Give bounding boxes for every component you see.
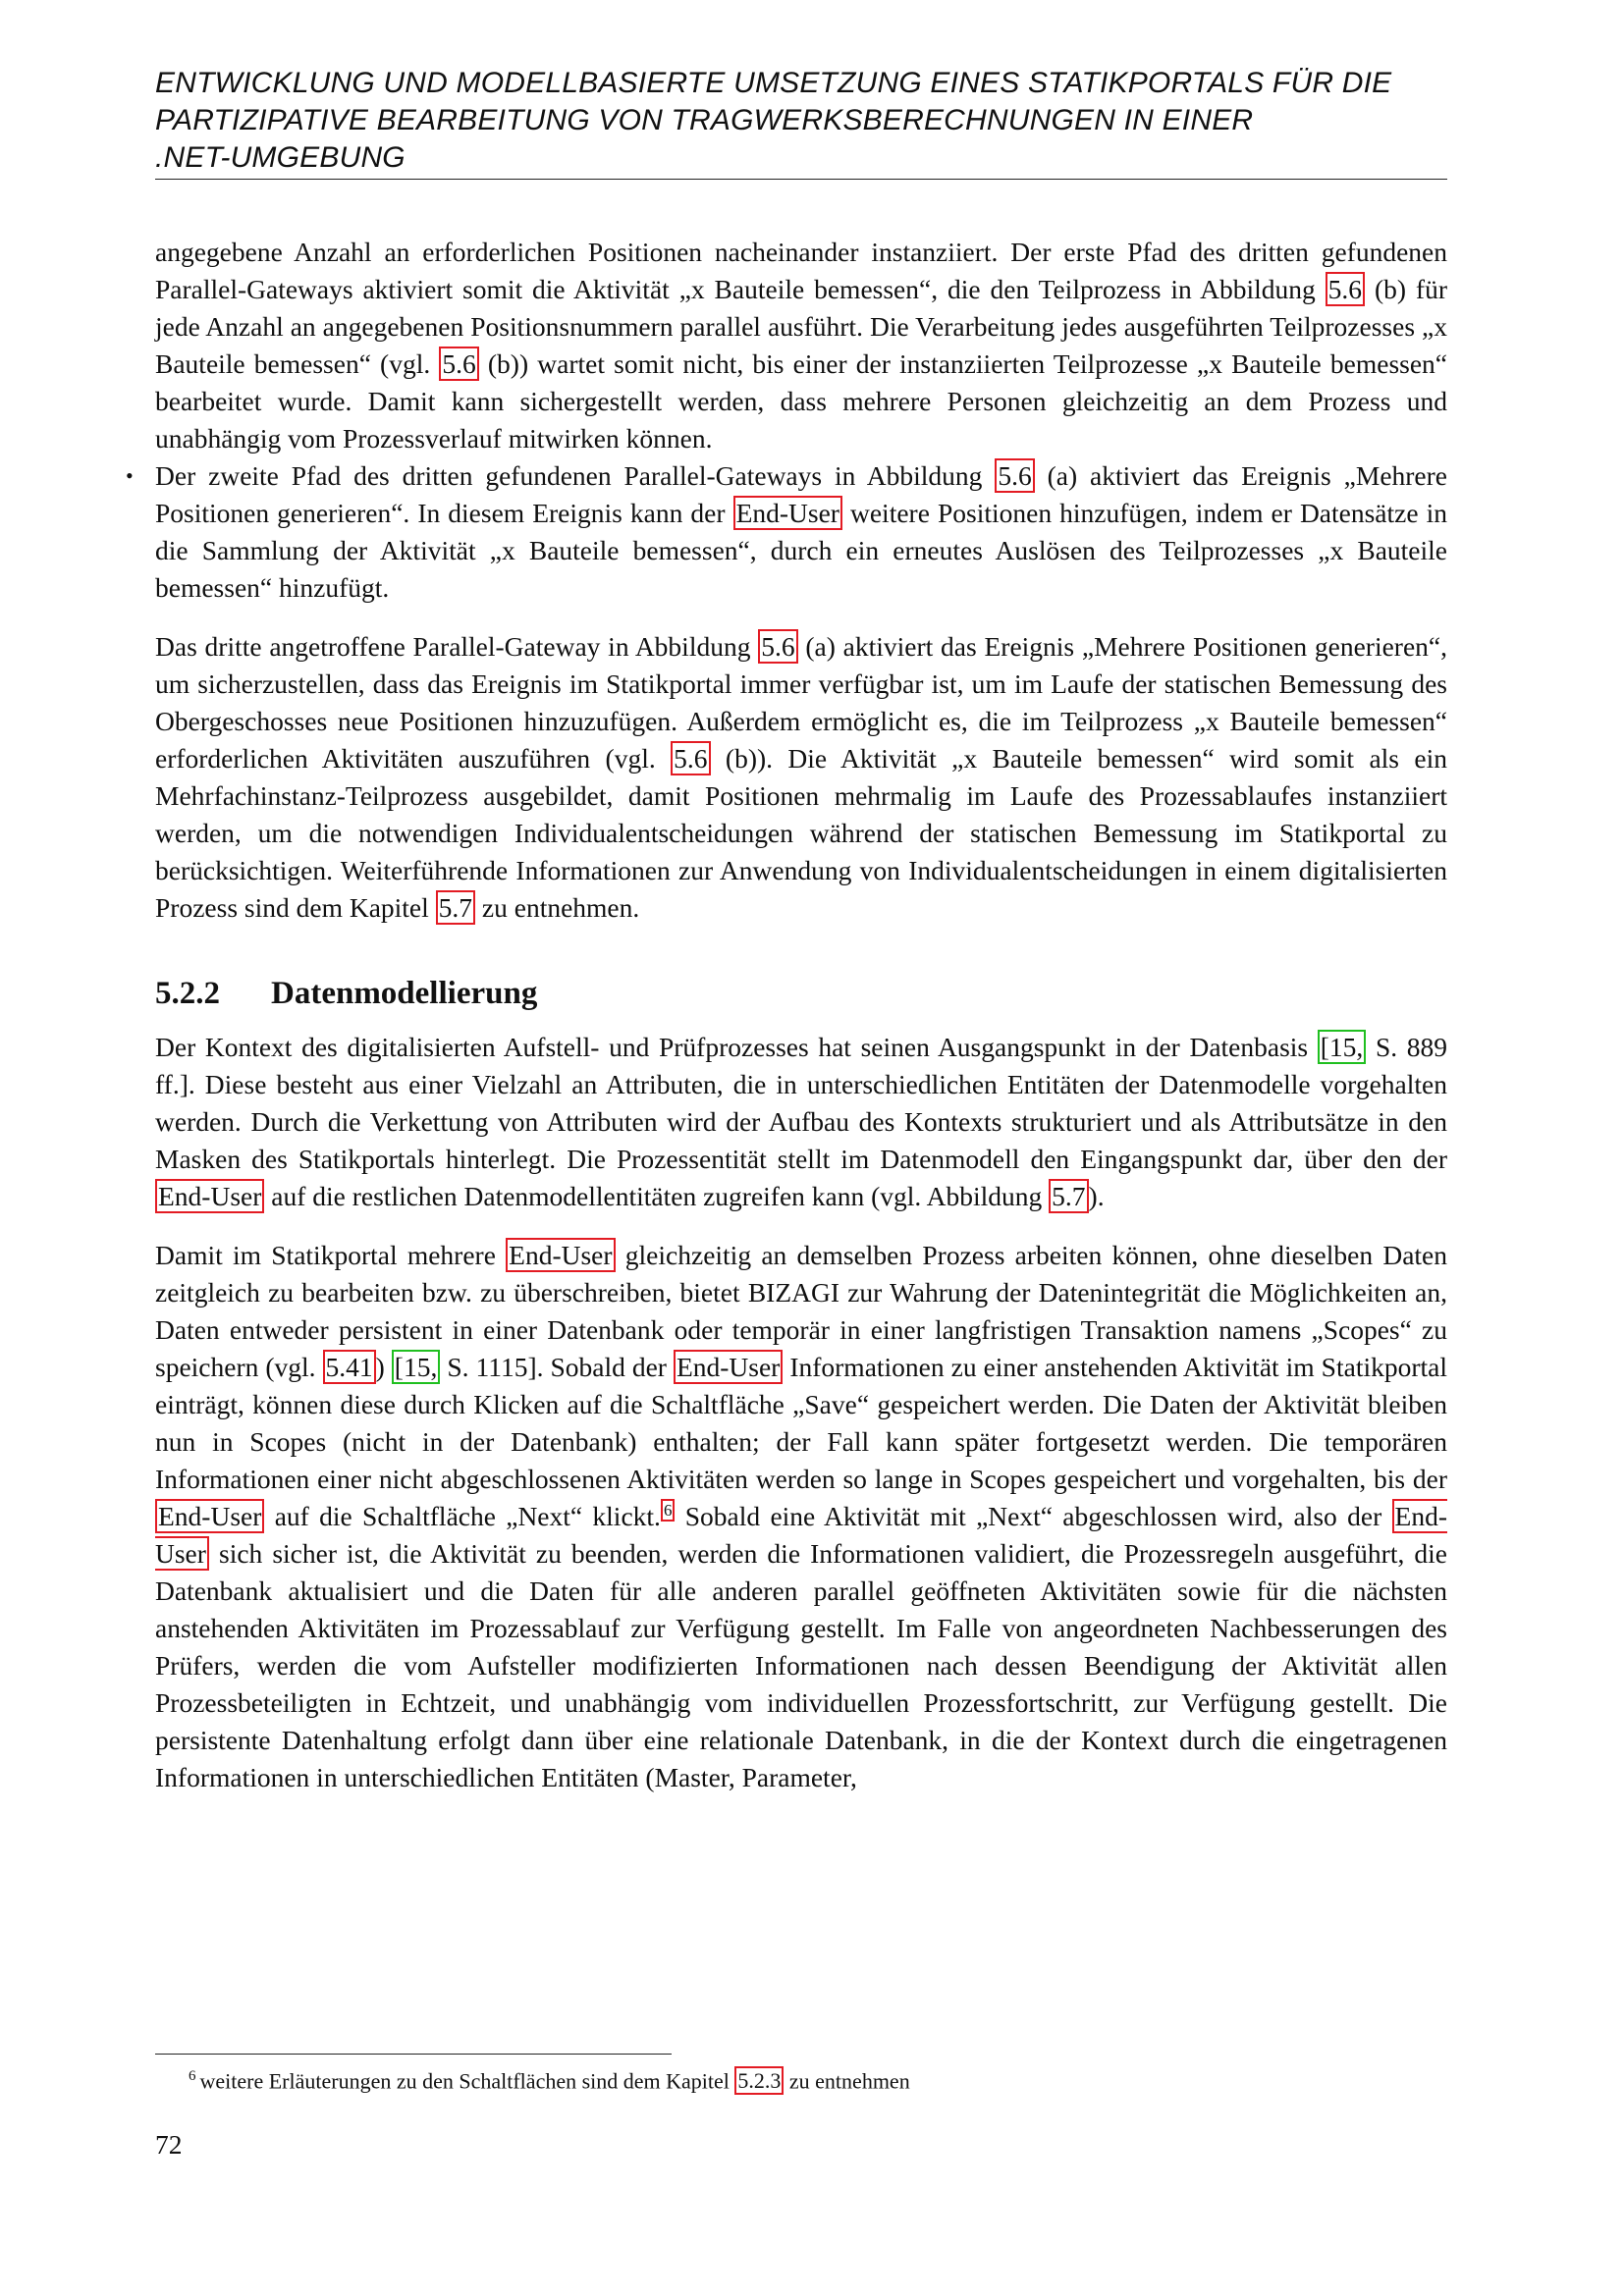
running-header-line-1: ENTWICKLUNG UND MODELLBASIERTE UMSETZUNG EINES STATIKPORTALS FÜR DIE	[155, 67, 1392, 99]
text-run: zu entnehmen	[784, 2068, 910, 2094]
running-header-line-3: .NET-UMGEBUNG	[155, 141, 406, 174]
text-run: S. 889 ff.]. Diese besteht aus einer Vielzahl an Attributen, die in unterschiedlichen Entitäten der Datenmodelle vorgehalten werden. Durch die Verkettung von Attributen wird der Aufbau des Kontexts strukturiert und als Attributsätze in den Masken des Statikportals hinterlegt. Die Prozessentität stellt im Datenmodell den Eingangspunkt dar, über den der	[155, 1032, 1447, 1174]
text-run: )	[375, 1352, 392, 1382]
bullet-item	[126, 457, 1448, 607]
paragraph	[155, 1029, 1447, 1215]
figure-link[interactable]: 5.6	[1326, 272, 1365, 306]
text-run: weitere Erläuterungen zu den Schaltflächen sind dem Kapitel	[199, 2068, 735, 2094]
text-run: gleichzeitig an demselben Prozess arbeiten können, ohne dieselben Daten zeitgleich zu bearbeiten bzw. zu überschreiben, bietet BIZAGI zur Wahrung der Datenintegrität die Möglichkeiten an, Daten entweder persistent in einer Datenbank oder temporär in einer langfristigen Transaktion namens „Scopes“ zu speichern (vgl.	[155, 1240, 1447, 1382]
section-number: 5.2.2	[155, 976, 220, 1011]
figure-link[interactable]: 5.41	[323, 1350, 376, 1384]
paragraph	[155, 1237, 1447, 1796]
text-run: Der zweite Pfad des dritten gefundenen Parallel-Gateways in Abbildung	[155, 460, 996, 491]
text-run: Sobald eine Aktivität mit „Next“ abgeschlossen wird, also der	[675, 1501, 1392, 1531]
figure-link[interactable]: 5.6	[758, 629, 797, 664]
bullet-icon: •	[126, 463, 134, 488]
footnote-marker[interactable]: 6	[661, 1499, 676, 1522]
glossary-link[interactable]: End-User	[506, 1238, 615, 1272]
running-header-line-2: PARTIZIPATIVE BEARBEITUNG VON TRAGWERKSBERECHNUNGEN IN EINER	[155, 104, 1254, 136]
citation-link[interactable]: [15,	[392, 1350, 441, 1384]
section-heading	[155, 974, 1447, 1013]
page-number: 72	[155, 2129, 183, 2160]
text-run: zu entnehmen.	[475, 892, 640, 923]
text-run: S. 1115]. Sobald der	[440, 1352, 674, 1382]
figure-link[interactable]: 5.6	[439, 347, 478, 381]
footnote-number: 6	[189, 2068, 196, 2084]
figure-link[interactable]: 5.7	[1049, 1179, 1088, 1213]
text-run: sich sicher ist, die Aktivität zu beenden, werden die Informationen validiert, die Prozessregeln ausgeführt, die Datenbank aktualisiert und die Daten für alle anderen parallel geöffneten Aktivitäten sowie für die nächsten anstehenden Aktivitäten im Prozessablauf zur Verfügung gestellt. Im Falle von angeordneten Nachbesserungen des Prüfers, werden die vom Aufsteller modifizierten Informationen nach dessen Beendigung der Aktivität allen Prozessbeteiligten in Echtzeit, und unabhängig vom individuellen Prozessfortschritt, zur Verfügung gestellt. Die persistente Datenhaltung erfolgt dann über eine relationale Datenbank, in die der Kontext durch die eingetragenen Informationen in unterschiedlichen Entitäten (Master, Parameter,	[155, 1538, 1447, 1792]
chapter-link[interactable]: 5.7	[436, 890, 475, 925]
text-run: angegebene Anzahl an erforderlichen Positionen nacheinander instanziiert. Der erste Pfad des dritten gefundenen Parallel-Gateways aktiviert somit die Aktivität „x Bauteile bemessen“, die den Teilprozess in Abbildung	[155, 237, 1447, 304]
body-text	[126, 234, 1448, 1796]
running-header	[155, 65, 1447, 177]
paragraph-continued	[155, 234, 1447, 457]
section-title: Datenmodellierung	[271, 976, 538, 1011]
header-rule	[155, 179, 1447, 180]
text-run: (a) aktiviert das Ereignis „Mehrere Positionen generieren“, um sicherzustellen, dass das Ereignis im Statikportal immer verfügbar ist, um im Laufe der statischen Bemessung des Obergeschosses neue Positionen hinzuzufügen. Außerdem ermöglicht es, die im Teilprozess „x Bauteile bemessen“ erforderlichen Aktivitäten auszuführen (vgl.	[155, 631, 1447, 774]
text-run: auf die Schaltfläche „Next“ klickt.	[264, 1501, 661, 1531]
text-run: Der Kontext des digitalisierten Aufstell- und Prüfprozesses hat seinen Ausgangspunkt in der Datenbasis	[155, 1032, 1318, 1062]
citation-link[interactable]: [15,	[1318, 1030, 1367, 1064]
glossary-link[interactable]: End-User	[674, 1350, 783, 1384]
glossary-link[interactable]: End-User	[155, 1499, 264, 1533]
glossary-link[interactable]: End-User	[155, 1179, 264, 1213]
text-run: Das dritte angetroffene Parallel-Gateway in Abbildung	[155, 631, 759, 662]
text-run: Informationen zu einer anstehenden Aktivität im Statikportal einträgt, können diese durch Klicken auf die Schaltfläche „Save“ gespeichert werden. Die Daten der Aktivität bleiben nun in Scopes (nicht in der Datenbank) enthalten; der Fall kann später fortgesetzt werden. Die temporären Informationen einer nicht abgeschlossenen Aktivitäten werden so lange in Scopes gespeichert und vorgehalten, bis der	[155, 1352, 1447, 1494]
footnote-rule	[155, 2054, 672, 2055]
chapter-link[interactable]: 5.2.3	[734, 2066, 784, 2095]
text-run: Damit im Statikportal mehrere	[155, 1240, 507, 1270]
text-run: ).	[1088, 1181, 1105, 1211]
text-run: (b)). Die Aktivität „x Bauteile bemessen“ wird somit als ein Mehrfachinstanz-Teilprozess ausgebildet, damit Positionen mehrmalig im Laufe des Prozessablaufes instanziiert werden, um die notwendigen Individualentscheidungen während der statischen Bemessung im Statikportal zu berücksichtigen. Weiterführende Informationen zur Anwendung von Individualentscheidungen in einem digitalisierten Prozess sind dem Kapitel	[155, 743, 1447, 923]
text-run: (a) aktiviert das Ereignis „Mehrere Positionen generieren“. In diesem Ereignis kann der	[155, 460, 1448, 528]
text-run: auf die restlichen Datenmodellentitäten zugreifen kann (vgl. Abbildung	[264, 1181, 1050, 1211]
text-run: weitere Positionen hinzufügen, indem er Datensätze in die Sammlung der Aktivität „x Bauteile bemessen“, durch ein erneutes Auslösen des Teilprozesses „x Bauteile bemessen“ hinzufügt.	[155, 498, 1447, 603]
footnote	[155, 2061, 1447, 2096]
glossary-link[interactable]: End-User	[733, 496, 842, 530]
figure-link[interactable]: 5.6	[995, 458, 1034, 493]
text-run: (b) für jede Anzahl an angegebenen Positionsnummern parallel ausführt. Die Verarbeitung jedes ausgeführten Teilprozesses „x Bauteile bemessen“ (vgl.	[155, 274, 1447, 379]
paragraph	[155, 628, 1447, 927]
figure-link[interactable]: 5.6	[671, 741, 710, 775]
glossary-link[interactable]: End-User	[155, 1501, 1448, 1569]
text-run: (b)) wartet somit nicht, bis einer der instanziierten Teilprozesse „x Bauteile bemessen“ bearbeitet wurde. Damit kann sichergestellt werden, dass mehrere Personen gleichzeitig an dem Prozess und unabhängig vom Prozessverlauf mitwirken können.	[155, 348, 1448, 454]
